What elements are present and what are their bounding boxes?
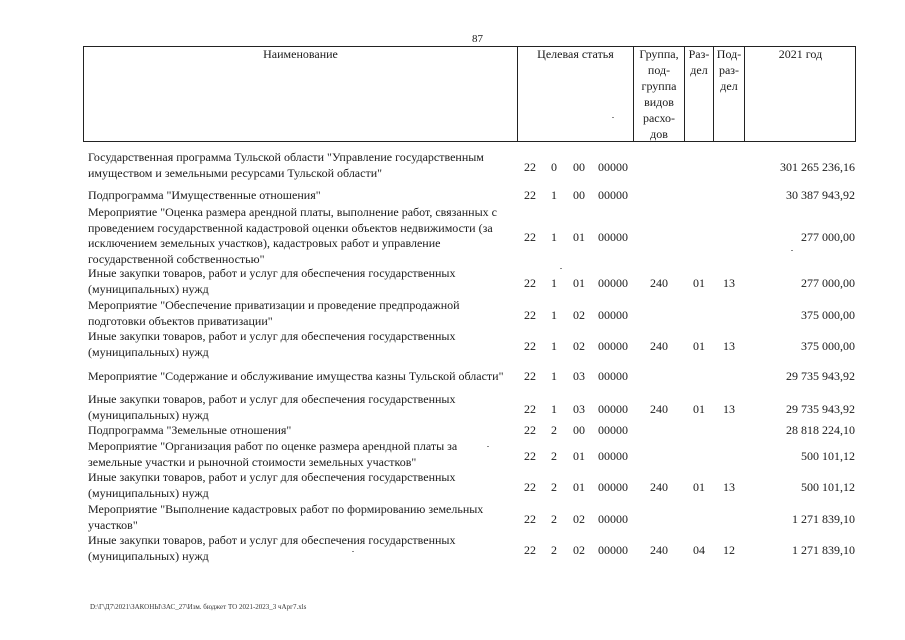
row-name: Мероприятие "Оценка размера арендной платы, выполнение работ, связанных с проведением государственной кадастровой оценки объектов недвижимости (за исключением земельных участков), кадастровых работ и управление государственной собственностью": [88, 205, 497, 266]
row-code-event: 00: [573, 423, 585, 437]
row-amount: 500 101,12: [801, 479, 855, 494]
row-amount: 1 271 839,10: [792, 511, 855, 526]
row-code-program: 22: [524, 188, 536, 202]
header-name: Наименование: [263, 47, 338, 61]
row-code-program: 22: [524, 338, 536, 353]
row-code-event: 00: [573, 159, 585, 174]
row-code-program: 22: [524, 479, 536, 494]
row-name: Иные закупки товаров, работ и услуг для обеспечения государственных (муниципальных) нужд: [88, 266, 456, 296]
row-name: Мероприятие "Содержание и обслуживание имущества казны Тульской области": [88, 369, 504, 383]
row-amount: 28 818 224,10: [786, 423, 855, 437]
row-code-subprogram: 1: [551, 307, 557, 322]
row-amount: 375 000,00: [801, 338, 855, 353]
row-code-event: 01: [573, 448, 585, 463]
row-code-subprogram: 1: [551, 230, 557, 245]
row-name: Государственная программа Тульской области "Управление государственным имуществом и земельными ресурсами Тульской области": [88, 150, 484, 180]
row-code-subprogram: 1: [551, 401, 557, 416]
row-code-direction: 00000: [598, 511, 628, 526]
row-code-subprogram: 1: [551, 338, 557, 353]
row-name: Мероприятие "Обеспечение приватизации и проведение предпродажной подготовки объектов приватизации": [88, 298, 460, 328]
row-code-program: 22: [524, 448, 536, 463]
row-expense-group: 240: [650, 479, 668, 494]
row-code-program: 22: [524, 307, 536, 322]
row-code-event: 01: [573, 230, 585, 245]
row-code-event: 02: [573, 338, 585, 353]
row-code-direction: 00000: [598, 401, 628, 416]
row-code-subprogram: 1: [551, 188, 557, 202]
row-code-subprogram: 2: [551, 542, 557, 557]
row-code-event: 02: [573, 307, 585, 322]
row-code-program: 22: [524, 275, 536, 290]
row-code-direction: 00000: [598, 479, 628, 494]
row-name: Подпрограмма "Земельные отношения": [88, 423, 292, 437]
row-code-program: 22: [524, 401, 536, 416]
row-amount: 277 000,00: [801, 275, 855, 290]
row-code-subprogram: 2: [551, 511, 557, 526]
row-code-direction: 00000: [598, 307, 628, 322]
row-code-subprogram: 1: [551, 369, 557, 383]
row-code-direction: 00000: [598, 230, 628, 245]
row-name: Иные закупки товаров, работ и услуг для обеспечения государственных (муниципальных) нужд: [88, 533, 456, 563]
row-name: Иные закупки товаров, работ и услуг для обеспечения государственных (муниципальных) нужд: [88, 392, 456, 422]
row-amount: 500 101,12: [801, 448, 855, 463]
header-subsection: Под- раз- дел: [716, 47, 742, 93]
row-code-event: 03: [573, 401, 585, 416]
row-code-direction: 00000: [598, 369, 628, 383]
row-expense-group: 240: [650, 275, 668, 290]
row-code-event: 03: [573, 369, 585, 383]
row-amount: 277 000,00: [801, 230, 855, 245]
row-code-program: 22: [524, 230, 536, 245]
row-name: Мероприятие "Выполнение кадастровых работ по формированию земельных участков": [88, 502, 484, 532]
row-subsection: 13: [723, 275, 735, 290]
row-code-program: 22: [524, 423, 536, 437]
row-section: 01: [693, 275, 705, 290]
row-code-event: 02: [573, 542, 585, 557]
row-code-direction: 00000: [598, 159, 628, 174]
row-amount: 301 265 236,16: [780, 159, 855, 174]
row-code-direction: 00000: [598, 338, 628, 353]
file-path-footer: D:\Г\Д7\2021\ЗАКОНЫ\ЗАС_27\Изм. бюджет ТО 2021-2023_3 чАрг7.xls: [90, 603, 307, 611]
row-code-program: 22: [524, 369, 536, 383]
row-amount: 1 271 839,10: [792, 542, 855, 557]
row-expense-group: 240: [650, 338, 668, 353]
row-code-subprogram: 2: [551, 423, 557, 437]
row-section: 01: [693, 479, 705, 494]
header-group: Группа, под- группа видов расхо- дов: [639, 47, 679, 141]
row-code-direction: 00000: [598, 423, 628, 437]
row-code-program: 22: [524, 159, 536, 174]
row-code-direction: 00000: [598, 448, 628, 463]
row-code-event: 02: [573, 511, 585, 526]
row-code-subprogram: 0: [551, 159, 557, 174]
header-year: 2021 год: [778, 47, 823, 61]
row-amount: 375 000,00: [801, 307, 855, 322]
row-section: 01: [693, 338, 705, 353]
row-section: 04: [693, 542, 705, 557]
row-code-subprogram: 2: [551, 448, 557, 463]
row-amount: 29 735 943,92: [786, 369, 855, 383]
row-expense-group: 240: [650, 542, 668, 557]
row-code-direction: 00000: [598, 188, 628, 202]
row-subsection: 13: [723, 401, 735, 416]
row-code-event: 00: [573, 188, 585, 202]
row-code-subprogram: 2: [551, 479, 557, 494]
row-amount: 29 735 943,92: [786, 401, 855, 416]
header-target-article: Целевая статья: [537, 47, 614, 61]
page-number: 87: [472, 33, 483, 45]
row-code-subprogram: 1: [551, 275, 557, 290]
row-code-program: 22: [524, 511, 536, 526]
header-section: Раз- дел: [688, 47, 710, 77]
row-section: 01: [693, 401, 705, 416]
row-name: Иные закупки товаров, работ и услуг для обеспечения государственных (муниципальных) нужд: [88, 329, 456, 359]
row-amount: 30 387 943,92: [786, 188, 855, 202]
row-code-event: 01: [573, 479, 585, 494]
row-subsection: 13: [723, 338, 735, 353]
row-name: Иные закупки товаров, работ и услуг для обеспечения государственных (муниципальных) нужд: [88, 470, 456, 500]
row-name: Мероприятие "Организация работ по оценке размера арендной платы за земельные участки и рыночной стоимости земельных участков": [88, 439, 458, 469]
row-expense-group: 240: [650, 401, 668, 416]
row-code-event: 01: [573, 275, 585, 290]
row-code-direction: 00000: [598, 275, 628, 290]
row-subsection: 12: [723, 542, 735, 557]
row-subsection: 13: [723, 479, 735, 494]
row-name: Подпрограмма "Имущественные отношения": [88, 188, 321, 202]
row-code-direction: 00000: [598, 542, 628, 557]
row-code-program: 22: [524, 542, 536, 557]
